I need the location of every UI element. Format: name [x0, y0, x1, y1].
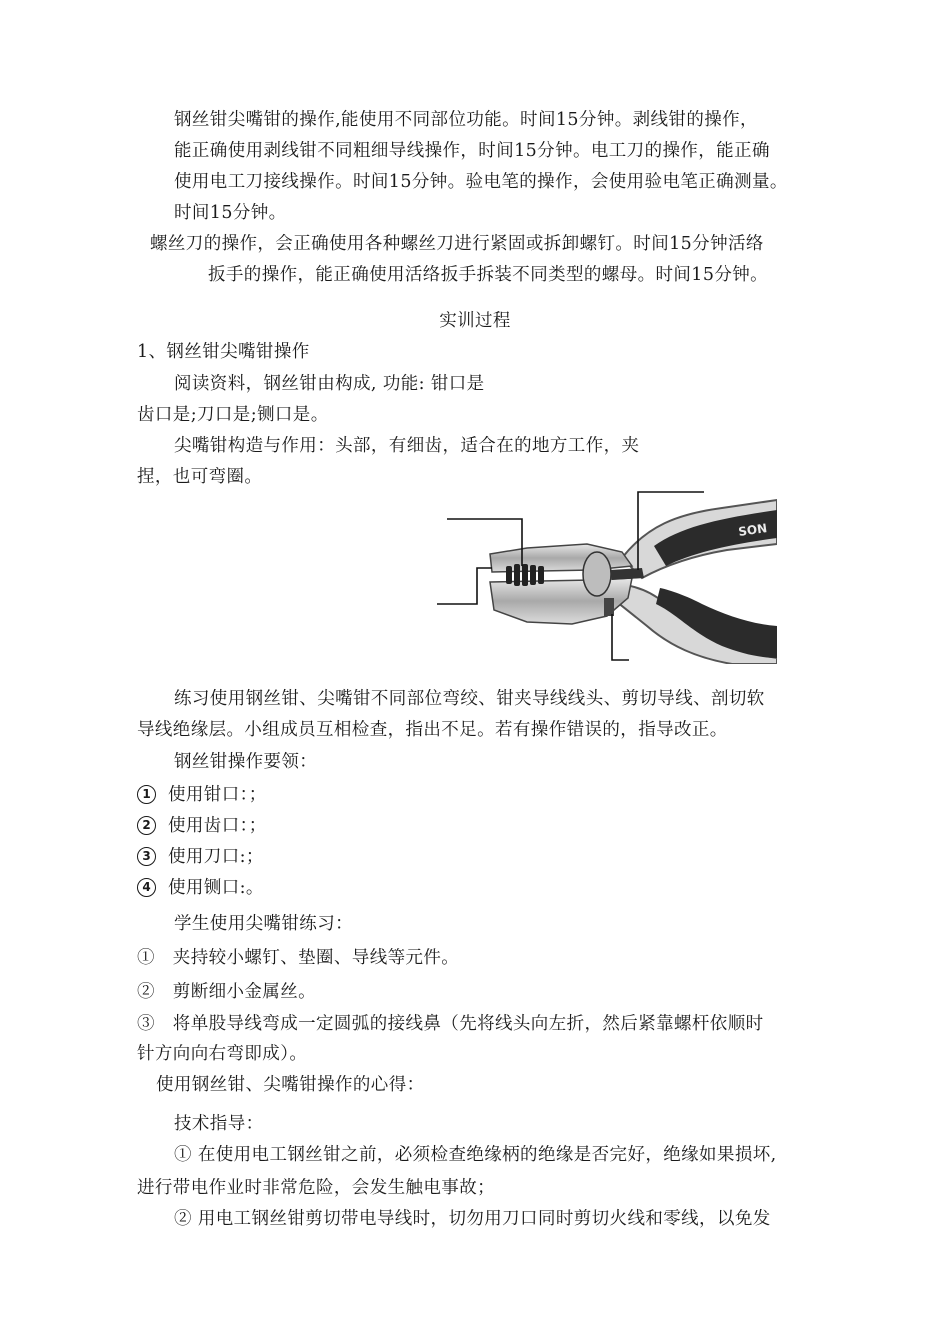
item-number: ②: [137, 982, 155, 1002]
nose-practice-item-1: [137, 946, 459, 970]
practice-line-2: 导线绝缘层。小组成员互相检查，指出不足。若有操作错误的，指导改正。: [137, 720, 728, 740]
section-title: 实训过程: [439, 311, 511, 331]
key-point-2: [137, 814, 267, 838]
circled-number: 2: [137, 816, 156, 835]
reading-line-2: 齿口是;刀口是;铡口是。: [137, 405, 329, 425]
item-text: 将单股导线弯成一定圆弧的接线鼻（先将线头向左折，然后紧靠螺杆依顺时: [172, 1014, 764, 1034]
intro-line-2: 能正确使用剥线钳不同粗细导线操作，时间15分钟。电工刀的操作，能正确: [174, 141, 770, 161]
item-number: ③: [137, 1014, 155, 1034]
key-point-text: 使用刀口:；: [168, 847, 264, 867]
item-text: 剪断细小金属丝。: [172, 982, 316, 1002]
nose-practice-item-2: [137, 980, 316, 1004]
intro-line-5: 螺丝刀的操作，会正确使用各种螺丝刀进行紧固或拆卸螺钉。时间15分钟活络: [150, 234, 764, 254]
nose-practice-title: 学生使用尖嘴钳练习：: [174, 914, 353, 934]
item-text: 夹持较小螺钉、垫圈、导线等元件。: [172, 948, 460, 968]
section-1-heading: 1、钢丝钳尖嘴钳操作: [137, 342, 310, 362]
circled-number: 3: [137, 847, 156, 866]
key-point-text: 使用铡口:。: [168, 878, 264, 898]
intro-line-6: 扳手的操作，能正确使用活络扳手拆装不同类型的螺母。时间15分钟。: [208, 265, 769, 285]
key-point-4: [137, 876, 264, 900]
intro-line-4: 时间15分钟。: [174, 203, 287, 223]
key-point-1: [137, 783, 267, 807]
guide-title: 技术指导：: [174, 1114, 264, 1134]
circled-number: 1: [137, 785, 156, 804]
item-number: ①: [137, 948, 155, 968]
circled-number: 4: [137, 878, 156, 897]
intro-line-1: 钢丝钳尖嘴钳的操作,能使用不同部位功能。时间15分钟。剥线钳的操作，: [174, 110, 758, 130]
brand-logo: SON: [737, 521, 769, 539]
nose-plier-line-2: 捏，也可弯圈。: [137, 467, 263, 487]
guide-item-2-line-1: ② 用电工钢丝钳剪切带电导线时，切勿用刀口同时剪切火线和零线，以免发: [174, 1209, 771, 1229]
reading-line-1: 阅读资料，钢丝钳由构成, 功能: 钳口是: [174, 374, 485, 394]
reflection-line: 使用钢丝钳、尖嘴钳操作的心得：: [156, 1075, 425, 1095]
plier-illustration: [432, 486, 777, 664]
practice-line-1: 练习使用钢丝钳、尖嘴钳不同部位弯绞、钳夹导线线头、剪切导线、剖切软: [174, 689, 765, 709]
key-points-title: 钢丝钳操作要领：: [174, 752, 318, 772]
key-point-3: [137, 845, 264, 869]
nose-plier-line-1: 尖嘴钳构造与作用：头部，有细齿，适合在的地方工作，夹: [174, 436, 640, 456]
nose-practice-item-3-cont: 针方向向右弯即成）。: [137, 1044, 308, 1064]
guide-item-1-line-2: 进行带电作业时非常危险，会发生触电事故；: [137, 1178, 495, 1198]
intro-line-3: 使用电工刀接线操作。时间15分钟。验电笔的操作，会使用验电笔正确测量。: [174, 172, 788, 192]
nose-practice-item-3: [137, 1012, 764, 1036]
key-point-text: 使用钳口：；: [168, 785, 267, 805]
key-point-text: 使用齿口：；: [168, 816, 267, 836]
guide-item-1-line-1: ① 在使用电工钢丝钳之前，必须检查绝缘柄的绝缘是否完好，绝缘如果损坏,: [174, 1145, 777, 1165]
